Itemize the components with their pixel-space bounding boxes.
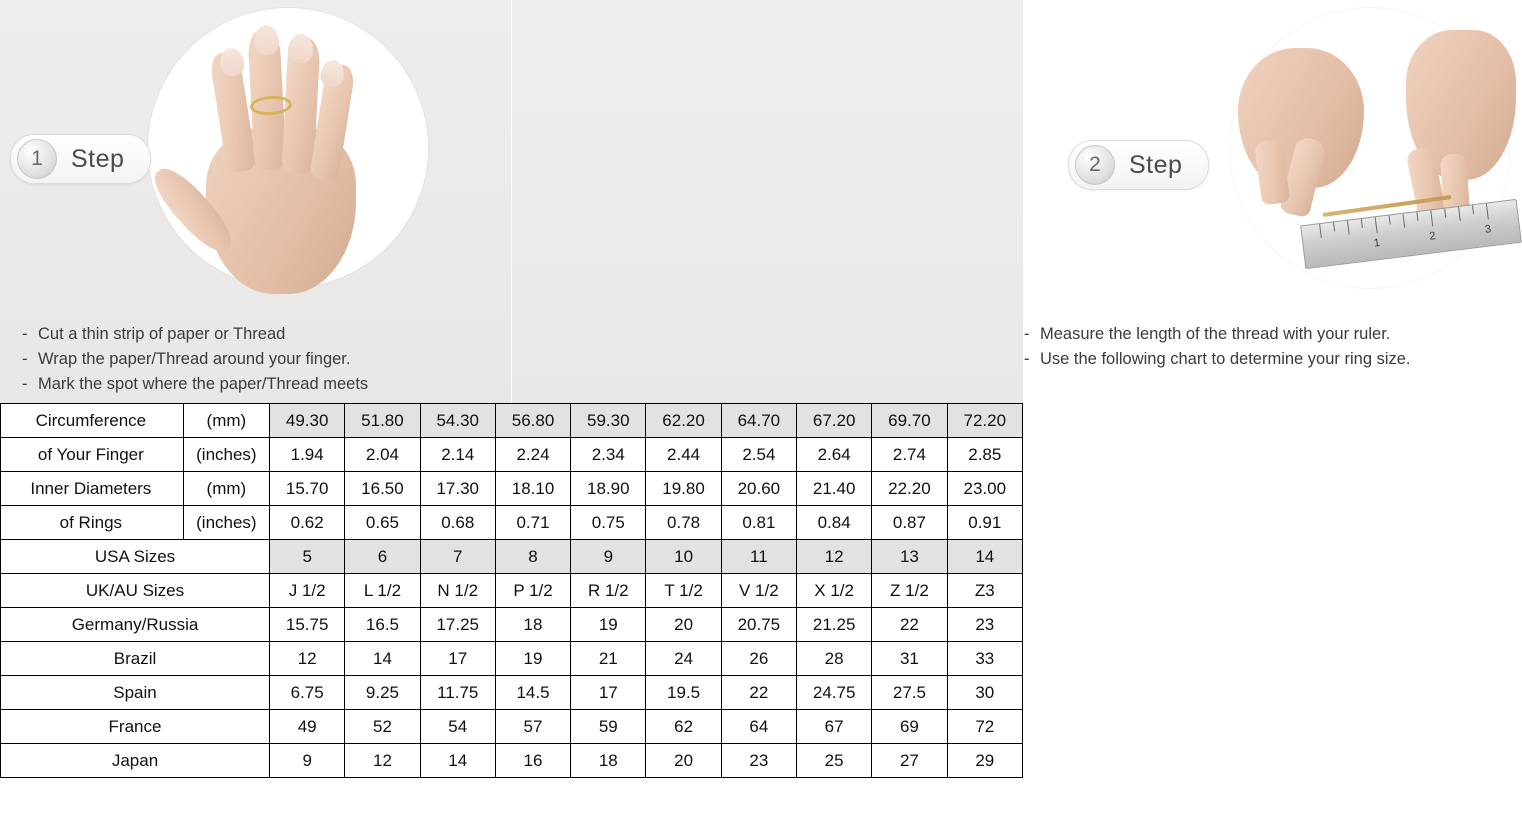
cell: 18 <box>571 744 646 778</box>
cell: 67 <box>797 710 872 744</box>
hand-with-thread-photo <box>148 8 428 288</box>
instruction-item <box>1024 322 1411 347</box>
cell: L 1/2 <box>345 574 420 608</box>
cell: 54 <box>420 710 495 744</box>
cell: 59 <box>571 710 646 744</box>
cell: 17.30 <box>420 472 495 506</box>
cell: 2.54 <box>721 438 796 472</box>
row-label-germany-russia: Germany/Russia <box>1 608 270 642</box>
cell: 20.75 <box>721 608 796 642</box>
cell: 49 <box>270 710 345 744</box>
table-row <box>1 506 1023 540</box>
ruler-icon <box>1300 199 1522 269</box>
cell: 2.04 <box>345 438 420 472</box>
cell: 22 <box>721 676 796 710</box>
cell: 2.34 <box>571 438 646 472</box>
instruction-item <box>22 372 368 397</box>
cell: V 1/2 <box>721 574 796 608</box>
cell: 21.25 <box>797 608 872 642</box>
cell: 0.62 <box>270 506 345 540</box>
instruction-item <box>22 347 368 372</box>
table-row <box>1 404 1023 438</box>
cell: P 1/2 <box>495 574 570 608</box>
cell: 54.30 <box>420 404 495 438</box>
cell: 29 <box>947 744 1022 778</box>
cell: 14.5 <box>495 676 570 710</box>
cell: 9 <box>270 744 345 778</box>
cell: 24 <box>646 642 721 676</box>
cell: 12 <box>797 540 872 574</box>
cell: 72.20 <box>947 404 1022 438</box>
cell: 20.60 <box>721 472 796 506</box>
cell: 49.30 <box>270 404 345 438</box>
table-row <box>1 540 1023 574</box>
dash-bullet: - <box>22 350 28 368</box>
cell: 9 <box>571 540 646 574</box>
row-label-circumference-1: Circumference <box>1 404 184 438</box>
cell: 2.64 <box>797 438 872 472</box>
instruction-item <box>1024 347 1411 372</box>
cell: 0.71 <box>495 506 570 540</box>
cell: 0.65 <box>345 506 420 540</box>
cell: Z 1/2 <box>872 574 947 608</box>
cell: 21.40 <box>797 472 872 506</box>
cell: 72 <box>947 710 1022 744</box>
ring-size-table-wrapper <box>0 403 1023 778</box>
row-label-japan: Japan <box>1 744 270 778</box>
cell: 1.94 <box>270 438 345 472</box>
cell: 28 <box>797 642 872 676</box>
step-1-panel <box>0 0 511 403</box>
cell: 2.74 <box>872 438 947 472</box>
cell: 64 <box>721 710 796 744</box>
cell: 13 <box>872 540 947 574</box>
cell: 12 <box>270 642 345 676</box>
table-row <box>1 608 1023 642</box>
instruction-item <box>22 322 368 347</box>
cell: 6 <box>345 540 420 574</box>
cell: 19.80 <box>646 472 721 506</box>
row-label-uk-au-sizes: UK/AU Sizes <box>1 574 270 608</box>
cell: 67.20 <box>797 404 872 438</box>
cell: 15.70 <box>270 472 345 506</box>
cell: J 1/2 <box>270 574 345 608</box>
cell: 18.10 <box>495 472 570 506</box>
cell: 51.80 <box>345 404 420 438</box>
step-2-number: 2 <box>1075 145 1115 185</box>
cell: 64.70 <box>721 404 796 438</box>
unit-inches: (inches) <box>183 438 269 472</box>
dash-bullet: - <box>22 375 28 393</box>
table-row <box>1 574 1023 608</box>
row-label-spain: Spain <box>1 676 270 710</box>
cell: 16 <box>495 744 570 778</box>
cell: 8 <box>495 540 570 574</box>
cell: 62.20 <box>646 404 721 438</box>
cell: 10 <box>646 540 721 574</box>
table-row <box>1 676 1023 710</box>
hand-measuring-thread-with-ruler-photo <box>1230 8 1510 288</box>
cell: 14 <box>947 540 1022 574</box>
cell: 19 <box>495 642 570 676</box>
cell: 62 <box>646 710 721 744</box>
table-row <box>1 472 1023 506</box>
cell: 2.14 <box>420 438 495 472</box>
row-label-brazil: Brazil <box>1 642 270 676</box>
cell: 11 <box>721 540 796 574</box>
cell: 6.75 <box>270 676 345 710</box>
cell: 69 <box>872 710 947 744</box>
cell: R 1/2 <box>571 574 646 608</box>
unit-inches: (inches) <box>183 506 269 540</box>
table-row <box>1 744 1023 778</box>
instruction-text: Mark the spot where the paper/Thread meets <box>38 375 369 393</box>
cell: 23.00 <box>947 472 1022 506</box>
cell: 0.75 <box>571 506 646 540</box>
cell: 27.5 <box>872 676 947 710</box>
cell: 52 <box>345 710 420 744</box>
step-1-label: Step <box>71 144 125 173</box>
table-row <box>1 710 1023 744</box>
cell: 59.30 <box>571 404 646 438</box>
cell: 7 <box>420 540 495 574</box>
instruction-text: Measure the length of the thread with your ruler. <box>1040 325 1391 343</box>
cell: T 1/2 <box>646 574 721 608</box>
cell: 19 <box>571 608 646 642</box>
cell: 14 <box>420 744 495 778</box>
unit-mm: (mm) <box>183 404 269 438</box>
cell: 9.25 <box>345 676 420 710</box>
cell: Z3 <box>947 574 1022 608</box>
cell: 5 <box>270 540 345 574</box>
step-1-instructions <box>22 322 368 397</box>
cell: 0.68 <box>420 506 495 540</box>
cell: 20 <box>646 608 721 642</box>
table-row <box>1 438 1023 472</box>
step-2-panel <box>511 0 1492 403</box>
cell: 30 <box>947 676 1022 710</box>
dash-bullet: - <box>1024 350 1030 368</box>
dash-bullet: - <box>22 325 28 343</box>
cell: 15.75 <box>270 608 345 642</box>
cell: N 1/2 <box>420 574 495 608</box>
cell: 17 <box>420 642 495 676</box>
cell: X 1/2 <box>797 574 872 608</box>
cell: 24.75 <box>797 676 872 710</box>
cell: 17.25 <box>420 608 495 642</box>
cell: 0.91 <box>947 506 1022 540</box>
ring-size-table <box>0 403 1023 778</box>
cell: 56.80 <box>495 404 570 438</box>
cell: 27 <box>872 744 947 778</box>
step-2-label: Step <box>1129 150 1183 179</box>
cell: 11.75 <box>420 676 495 710</box>
cell: 18 <box>495 608 570 642</box>
cell: 22 <box>872 608 947 642</box>
cell: 19.5 <box>646 676 721 710</box>
ruler-mark: 2 <box>1428 230 1437 243</box>
cell: 18.90 <box>571 472 646 506</box>
table-row <box>1 642 1023 676</box>
unit-mm: (mm) <box>183 472 269 506</box>
dash-bullet: - <box>1024 325 1030 343</box>
cell: 0.78 <box>646 506 721 540</box>
cell: 22.20 <box>872 472 947 506</box>
ruler-mark: 3 <box>1484 223 1492 236</box>
ruler-mark: 1 <box>1373 236 1381 250</box>
cell: 12 <box>345 744 420 778</box>
step-1-badge <box>10 134 151 184</box>
cell: 16.50 <box>345 472 420 506</box>
cell: 69.70 <box>872 404 947 438</box>
cell: 23 <box>947 608 1022 642</box>
cell: 0.81 <box>721 506 796 540</box>
cell: 31 <box>872 642 947 676</box>
row-label-usa-sizes: USA Sizes <box>1 540 270 574</box>
cell: 2.24 <box>495 438 570 472</box>
cell: 2.85 <box>947 438 1022 472</box>
cell: 0.87 <box>872 506 947 540</box>
cell: 33 <box>947 642 1022 676</box>
cell: 0.84 <box>797 506 872 540</box>
cell: 23 <box>721 744 796 778</box>
cell: 2.44 <box>646 438 721 472</box>
cell: 20 <box>646 744 721 778</box>
row-label-circumference-2: of Your Finger <box>1 438 184 472</box>
cell: 16.5 <box>345 608 420 642</box>
steps-section <box>0 0 1492 403</box>
step-2-instructions <box>1024 322 1411 372</box>
step-1-number: 1 <box>17 139 57 179</box>
instruction-text: Wrap the paper/Thread around your finger. <box>38 350 351 368</box>
cell: 57 <box>495 710 570 744</box>
cell: 26 <box>721 642 796 676</box>
cell: 17 <box>571 676 646 710</box>
step-2-badge <box>1068 140 1209 190</box>
cell: 21 <box>571 642 646 676</box>
row-label-france: France <box>1 710 270 744</box>
row-label-inner-diameter-2: of Rings <box>1 506 184 540</box>
cell: 14 <box>345 642 420 676</box>
cell: 25 <box>797 744 872 778</box>
row-label-inner-diameter-1: Inner Diameters <box>1 472 184 506</box>
instruction-text: Use the following chart to determine your ring size. <box>1040 350 1411 368</box>
instruction-text: Cut a thin strip of paper or Thread <box>38 325 286 343</box>
